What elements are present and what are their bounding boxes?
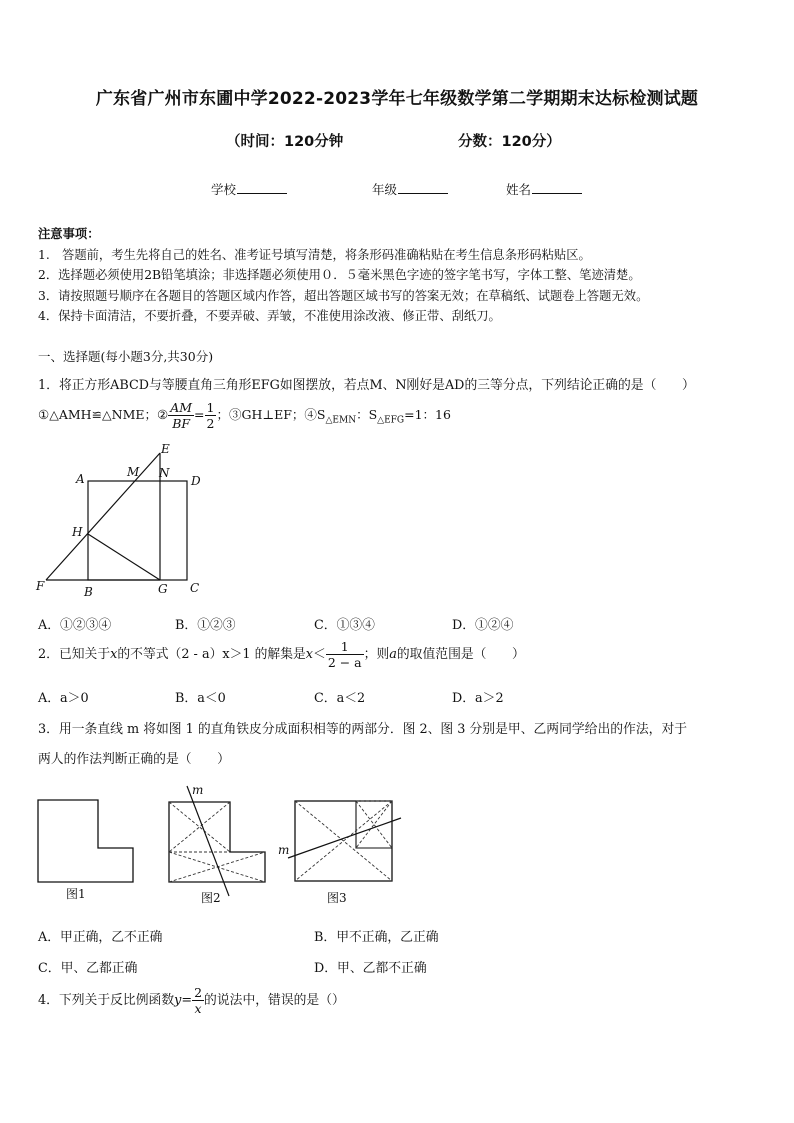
- q3-figure-3: [274, 798, 404, 910]
- q1-frac-half: $\frac{1}{2}$: [206, 400, 215, 431]
- q1-frac-am-bf: $\frac{AM}{BF}$: [170, 400, 193, 431]
- note-item: 1. 答题前，考生先将自己的姓名、准考证号填写清楚，将条形码准确粘贴在考生信息条形码粘贴区。: [38, 247, 591, 262]
- q2-option-d: D．a＞2: [452, 691, 504, 706]
- name-label: 姓名: [506, 182, 532, 197]
- q3-line2: 两人的作法判断正确的是（ ）: [38, 752, 230, 767]
- q1-figure: [30, 440, 220, 600]
- q1-option-d: D．①②④: [452, 618, 514, 633]
- note-item: 3．请按照题号顺序在各题目的答题区域内作答，超出答题区域书写的答案无效；在草稿纸、试题卷上答题无效。: [38, 288, 649, 303]
- q1-option-a: A．①②③④: [38, 618, 112, 633]
- label-c: C: [190, 581, 200, 595]
- note-item: 2．选择题必须使用2B铅笔填涂；非选择题必须使用０．５毫米黑色字迹的签字笔书写，字体工整、笔迹清楚。: [38, 268, 641, 282]
- label-g: G: [158, 582, 168, 596]
- q2-option-b: B．a＜0: [175, 691, 226, 706]
- q3-figure-1: [36, 798, 140, 908]
- name-blank: [532, 181, 582, 194]
- note-item: 4．保持卡面清洁，不要折叠，不要弄破、弄皱，不准使用涂改液、修正带、刮纸刀。: [38, 309, 501, 323]
- school-label: 学校: [211, 182, 237, 197]
- fig2-m-label: m: [192, 783, 204, 797]
- label-m: M: [127, 465, 140, 479]
- q1-conclusions: ①△AMH≌△NME；② $\frac{AM}{BF}$ = $\frac{1}{2}$ ；③GH⊥EF；$④S_{\triangle EMN}$：$S_{\triangle EFG}=1$：16: [38, 400, 451, 431]
- label-a: A: [76, 472, 85, 486]
- q3-option-d: D．甲、乙都不正确: [314, 961, 427, 976]
- grade-blank: [398, 181, 448, 194]
- notes-block: [38, 224, 768, 327]
- exam-title: 广东省广州市东圃中学2022-2023学年七年级数学第二学期期末达标检测试题: [95, 89, 699, 109]
- label-e: E: [161, 442, 170, 456]
- fig3-m-label: m: [278, 843, 290, 857]
- fig1-caption: 图1: [66, 887, 86, 901]
- grade-field: [372, 180, 448, 198]
- q3-option-a: A．甲正确，乙不正确: [38, 930, 163, 945]
- q4-frac: $\frac{2}{x}$: [194, 985, 203, 1016]
- q1-s1: ①△AMH≌△NME；②: [38, 407, 169, 422]
- q2-option-c: C．a＜2: [314, 691, 366, 706]
- exam-score: 分数：120分）: [458, 134, 561, 150]
- notes-heading: 注意事项：: [38, 227, 100, 241]
- q1-option-c: C．①③④: [314, 618, 375, 633]
- grade-label: 年级: [372, 182, 398, 197]
- q1-s2: ；③GH⊥EF；④S: [216, 407, 326, 422]
- label-f: F: [36, 579, 45, 593]
- q3-option-b: B．甲不正确，乙正确: [314, 930, 439, 945]
- q2-option-a: A．a＞0: [38, 691, 89, 706]
- school-field: [211, 180, 287, 198]
- q1-option-b: B．①②③: [175, 618, 236, 633]
- q3-line1: 3．用一条直线 m 将如图 1 的直角铁皮分成面积相等的两部分．图 2、图 3 分别是甲、乙两同学给出的作法，对于: [38, 722, 688, 737]
- q2-text: 2．已知关于x的不等式（2 - a）x＞1 的解集是x＜ $\frac{1}{2 - a}$ ；则a的取值范围是（ ）: [38, 639, 525, 670]
- fig2-caption: 图2: [201, 891, 221, 905]
- q3-option-c: C．甲、乙都正确: [38, 961, 138, 976]
- label-n: N: [159, 466, 170, 480]
- name-field: [506, 180, 582, 198]
- q1-text: 1．将正方形ABCD与等腰直角三角形EFG如图摆放，若点M、N刚好是AD的三等分点，下列结论正确的是（ ）: [38, 378, 695, 393]
- label-b: B: [84, 585, 93, 599]
- section-heading: 一、选择题(每小题3分,共30分): [38, 349, 214, 364]
- label-h: H: [72, 525, 83, 539]
- q4-text: 4．下列关于反比例函数y= $\frac{2}{x}$ 的说法中，错误的是（）: [38, 985, 345, 1016]
- q2-frac: $\frac{1}{2 - a}$: [327, 639, 362, 670]
- q3-figure-2: [165, 780, 271, 908]
- exam-time: （时间：120分钟: [226, 134, 344, 150]
- school-blank: [237, 181, 287, 194]
- label-d: D: [191, 474, 201, 488]
- fig3-caption: 图3: [327, 891, 347, 905]
